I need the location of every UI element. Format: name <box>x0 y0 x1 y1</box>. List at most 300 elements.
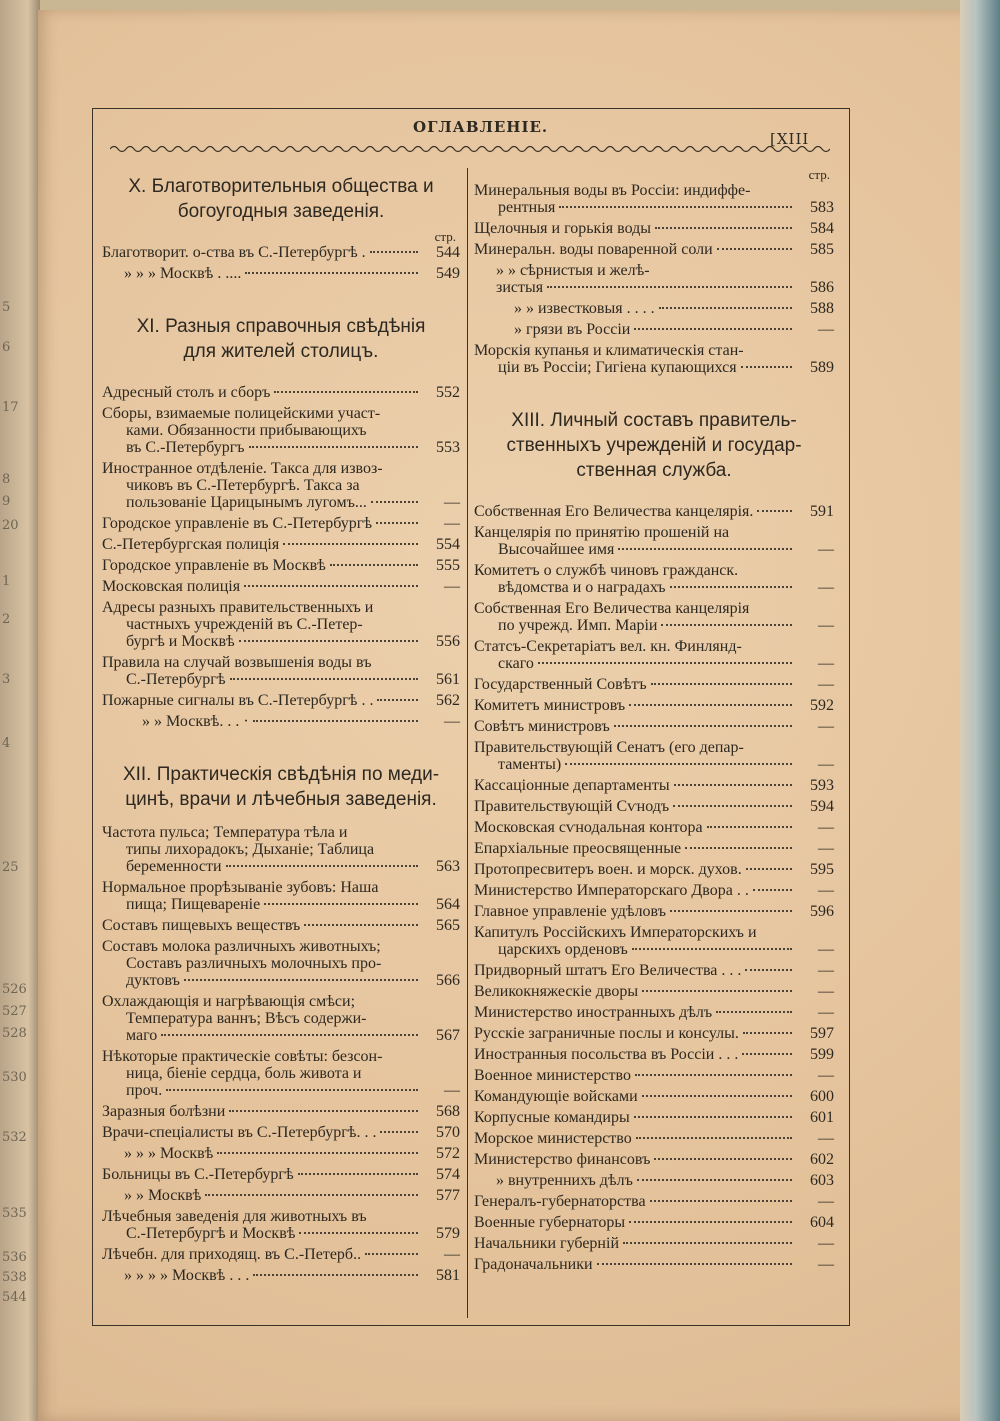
entry-text: Высочайшее имя <box>498 541 615 558</box>
entry-text: » » сѣрнистыя и желѣ- <box>496 262 650 279</box>
dot-leader <box>253 1274 418 1276</box>
toc-entry[interactable] <box>474 861 834 878</box>
dot-leader <box>743 1032 792 1034</box>
toc-entry[interactable] <box>474 840 834 857</box>
dot-leader <box>614 725 792 727</box>
entry-page-number: — <box>818 1193 834 1210</box>
toc-entry[interactable] <box>474 777 834 794</box>
dot-leader <box>298 1173 418 1175</box>
entry-page-number: — <box>818 819 834 836</box>
dot-leader <box>166 1089 418 1091</box>
dot-leader <box>249 446 418 448</box>
toc-entry[interactable] <box>474 600 834 634</box>
toc-entry[interactable] <box>474 262 834 296</box>
dot-leader <box>376 522 418 524</box>
heading-line: X. Благотворительныя общества и <box>128 176 434 197</box>
dot-leader <box>746 868 792 870</box>
toc-entry[interactable] <box>102 536 460 553</box>
dot-leader <box>597 1263 792 1265</box>
entry-text: Министерство финансовъ <box>474 1151 651 1168</box>
dot-leader <box>161 1034 418 1036</box>
entry-page-number: 572 <box>436 1145 460 1162</box>
entry-text: ціи въ Россіи; Гигіена купающихся <box>498 359 737 376</box>
entry-text: Иностранное отдѣленіе. Такса для извоз- <box>102 460 383 477</box>
margin-mark: 3 <box>2 672 11 687</box>
toc-entry[interactable] <box>474 819 834 836</box>
entry-page-number: — <box>818 321 834 338</box>
entry-text: ница, біеніе сердца, боль живота и <box>126 1065 362 1082</box>
entry-text: Придворный штатъ Его Величества . . . <box>474 962 742 979</box>
toc-entry[interactable] <box>474 1151 834 1168</box>
entry-page-number: 549 <box>436 265 460 282</box>
section-10-heading <box>106 174 456 224</box>
toc-entry[interactable] <box>474 1109 834 1126</box>
dot-leader <box>741 366 792 368</box>
entry-page-number: 564 <box>436 896 460 913</box>
entry-page-number: 584 <box>810 220 834 237</box>
entry-page-number: — <box>818 718 834 735</box>
dot-leader <box>253 720 418 722</box>
entry-page-number: — <box>818 840 834 857</box>
section-10-entries <box>102 244 460 282</box>
dot-leader <box>635 1074 792 1076</box>
toc-entry[interactable] <box>102 578 460 595</box>
toc-entry[interactable] <box>474 503 834 520</box>
dot-leader <box>283 543 418 545</box>
entry-text: Адресный столъ и сборъ <box>102 384 271 401</box>
heading-line: XI. Разныя справочныя свѣдѣнія <box>136 316 426 337</box>
entry-page-number: 581 <box>436 1267 460 1284</box>
toc-entry[interactable] <box>474 798 834 815</box>
dot-leader <box>217 1152 418 1154</box>
entry-text: Правительствующій Сенатъ (его депар- <box>474 739 744 756</box>
heading-line: XIII. Личный составъ правитель- <box>511 410 797 431</box>
entry-page-number: 554 <box>436 536 460 553</box>
margin-mark: 527 <box>2 1004 27 1019</box>
toc-entry[interactable] <box>102 993 460 1044</box>
toc-entry[interactable] <box>474 638 834 672</box>
dot-leader <box>716 1011 792 1013</box>
entry-page-number: — <box>818 579 834 596</box>
toc-entry[interactable] <box>102 384 460 401</box>
toc-entry[interactable] <box>474 1214 834 1231</box>
margin-mark: 528 <box>2 1026 27 1041</box>
toc-entry[interactable] <box>474 241 834 258</box>
toc-entry[interactable] <box>474 1235 834 1252</box>
entry-text: Военные губернаторы <box>474 1214 626 1231</box>
entry-text: Морское министерство <box>474 1130 632 1147</box>
dot-leader <box>377 699 418 701</box>
entry-text: » грязи въ Россіи <box>514 321 631 338</box>
entry-text: типы лихорадокъ; Дыханіе; Таблица <box>126 841 375 858</box>
dot-leader <box>673 805 792 807</box>
toc-entry[interactable] <box>102 713 460 730</box>
entry-text: ками. Обязанности прибывающихъ <box>126 422 367 439</box>
toc-entry[interactable] <box>102 1208 460 1242</box>
margin-mark: 2 <box>2 612 11 627</box>
dot-leader <box>659 307 792 309</box>
margin-mark: 8 <box>2 472 11 487</box>
entry-text: » » » » Москвѣ . . . <box>124 1267 250 1284</box>
toc-entry[interactable] <box>474 983 834 1000</box>
entry-text: Пожарные сигналы въ С.-Петербургѣ . . <box>102 692 374 709</box>
toc-entry[interactable] <box>102 460 460 511</box>
dot-leader <box>380 1131 418 1133</box>
toc-entry[interactable] <box>102 1267 460 1284</box>
dot-leader <box>650 1200 792 1202</box>
dot-leader <box>642 1095 792 1097</box>
entry-page-number: 566 <box>436 972 460 989</box>
entry-page-number: — <box>818 941 834 958</box>
column-divider <box>467 168 468 1318</box>
entry-text: рентныя <box>498 199 556 216</box>
entry-text: Правила на случай возвышенія воды въ <box>102 654 372 671</box>
entry-page-number: 593 <box>810 777 834 794</box>
entry-page-number: 601 <box>810 1109 834 1126</box>
dot-leader <box>745 969 792 971</box>
dot-leader <box>651 683 792 685</box>
entry-text: Минеральныя воды въ Россіи: индиффе- <box>474 182 751 199</box>
entry-page-number: 556 <box>436 633 460 650</box>
margin-mark: 538 <box>2 1270 27 1285</box>
toc-entry[interactable] <box>474 1172 834 1189</box>
section-12-entries <box>102 824 460 1284</box>
dot-leader <box>757 510 792 512</box>
toc-entry[interactable] <box>474 739 834 773</box>
entry-text: Московская полиція <box>102 578 241 595</box>
toc-entry[interactable] <box>474 524 834 558</box>
entry-text: Кассаціонные департаменты <box>474 777 670 794</box>
toc-entry[interactable] <box>474 882 834 899</box>
margin-mark: 1 <box>2 574 11 589</box>
entry-page-number: 563 <box>436 858 460 875</box>
entry-text: Температура ваннъ; Вѣсъ содержи- <box>126 1010 367 1027</box>
entry-text: Комитетъ о службѣ чиновъ гражданск. <box>474 562 739 579</box>
entry-text: Главное управленіе удѣловъ <box>474 903 666 920</box>
margin-mark: 532 <box>2 1130 27 1145</box>
wavy-rule <box>110 142 830 156</box>
dot-leader <box>565 763 792 765</box>
entry-page-number: 555 <box>436 557 460 574</box>
margin-mark: 25 <box>2 860 19 875</box>
entry-text: » » известковыя . . . . <box>514 300 655 317</box>
dot-leader <box>304 924 418 926</box>
entry-page-number: — <box>818 1067 834 1084</box>
entry-page-number: — <box>818 962 834 979</box>
page-column-label: стр. <box>808 167 830 182</box>
entry-text: Составъ молока различныхъ животныхъ; <box>102 938 381 955</box>
entry-page-number: 599 <box>810 1046 834 1063</box>
entry-text: Градоначальники <box>474 1256 593 1273</box>
heading-line: богоугодныя заведенія. <box>177 201 385 222</box>
toc-entry[interactable] <box>474 676 834 693</box>
toc-entry[interactable] <box>102 599 460 650</box>
toc-entry[interactable] <box>474 1193 834 1210</box>
toc-entry[interactable] <box>474 562 834 596</box>
entry-text: вѣдомства и о наградахъ <box>498 579 666 596</box>
entry-page-number: 565 <box>436 917 460 934</box>
facing-page-edge <box>0 0 40 1421</box>
toc-entry[interactable] <box>474 1256 834 1273</box>
entry-text: беременности <box>126 858 222 875</box>
page-number: [XIII <box>770 130 810 148</box>
margin-mark: 526 <box>2 982 27 997</box>
toc-entry[interactable] <box>474 321 834 338</box>
entry-text: Частота пульса; Температура тѣла и <box>102 824 348 841</box>
toc-entry[interactable] <box>102 1103 460 1120</box>
dot-leader <box>370 251 418 253</box>
heading-line: ственныхъ учрежденій и государ- <box>506 435 802 456</box>
toc-entry[interactable] <box>474 1067 834 1084</box>
entry-text: Нормальное прорѣзываніе зубовъ: Наша <box>102 879 379 896</box>
entry-page-number: 553 <box>436 439 460 456</box>
entry-text: проч. <box>126 1082 163 1099</box>
entry-text: Охлаждающія и нагрѣвающія смѣси; <box>102 993 356 1010</box>
dot-leader <box>670 910 792 912</box>
entry-page-number: 589 <box>810 359 834 376</box>
dot-leader <box>274 391 418 393</box>
entry-page-number: — <box>444 713 460 730</box>
entry-text: Врачи-спеціалисты въ С.-Петербургѣ. . . <box>102 1124 377 1141</box>
toc-entry[interactable] <box>474 903 834 920</box>
entry-text: Военное министерство <box>474 1067 631 1084</box>
entry-text: Начальники губерній <box>474 1235 619 1252</box>
entry-text: Корпусные командиры <box>474 1109 630 1126</box>
toc-entry[interactable] <box>102 1246 460 1263</box>
dot-leader <box>229 1110 418 1112</box>
margin-mark: 17 <box>2 400 19 415</box>
toc-entry[interactable] <box>102 1048 460 1099</box>
entry-text: Щелочныя и горькія воды <box>474 220 652 237</box>
entry-page-number: 600 <box>810 1088 834 1105</box>
entry-text: Морскія купанья и климатическія стан- <box>474 342 744 359</box>
margin-mark: 535 <box>2 1206 27 1221</box>
entry-page-number: — <box>444 494 460 511</box>
entry-text: Московская сѵнодальная контора <box>474 819 703 836</box>
dot-leader <box>636 1137 792 1139</box>
entry-page-number: — <box>444 1246 460 1263</box>
margin-mark: 9 <box>2 494 11 509</box>
dot-leader <box>299 1232 418 1234</box>
entry-page-number: 544 <box>436 244 460 261</box>
entry-page-number: 597 <box>810 1025 834 1042</box>
entry-text: Больницы въ С.-Петербургѣ <box>102 1166 294 1183</box>
entry-page-number: 596 <box>810 903 834 920</box>
dot-leader <box>547 286 792 288</box>
entry-page-number: 603 <box>810 1172 834 1189</box>
section-12-heading <box>106 762 456 812</box>
margin-mark: 4 <box>2 736 11 751</box>
toc-entry[interactable] <box>102 1187 460 1204</box>
entry-text: » внутреннихъ дѣлъ <box>496 1172 633 1189</box>
dot-leader <box>634 1116 792 1118</box>
toc-entry[interactable] <box>474 718 834 735</box>
toc-entry[interactable] <box>474 342 834 376</box>
entry-text: Собственная Его Величества канцелярія <box>474 600 750 617</box>
entry-page-number: — <box>444 1082 460 1099</box>
margin-mark: 5 <box>2 300 11 315</box>
entry-text: » » » Москвѣ . .... <box>124 265 242 282</box>
dot-leader <box>685 847 792 849</box>
dot-leader <box>661 624 792 626</box>
entry-page-number: — <box>818 1130 834 1147</box>
dot-leader <box>230 678 418 680</box>
entry-text: Собственная Его Величества канцелярія. <box>474 503 754 520</box>
entry-text: Протопресвитеръ воен. и морск. духов. <box>474 861 742 878</box>
section-13-entries <box>474 503 834 1273</box>
entry-text: Министерство Императорскаго Двора . . <box>474 882 749 899</box>
toc-entry[interactable] <box>102 654 460 688</box>
entry-text: Канцелярія по принятію прошеній на <box>474 524 730 541</box>
margin-mark: 536 <box>2 1250 27 1265</box>
toc-entry[interactable] <box>102 265 460 282</box>
toc-entry[interactable] <box>474 697 834 714</box>
dot-leader <box>642 990 792 992</box>
dot-leader <box>637 1179 792 1181</box>
dot-leader <box>674 784 792 786</box>
entry-page-number: 583 <box>810 199 834 216</box>
dot-leader <box>655 227 792 229</box>
section-13-heading <box>478 408 830 483</box>
entry-text: Сборы, взимаемые полицейскими участ- <box>102 405 381 422</box>
entry-page-number: — <box>818 756 834 773</box>
dot-leader <box>371 501 418 503</box>
toc-entry[interactable] <box>102 824 460 875</box>
toc-entry[interactable] <box>474 1130 834 1147</box>
entry-page-number: — <box>818 983 834 1000</box>
entry-text: » » » Москвѣ <box>124 1145 214 1162</box>
section-12-continued-entries <box>474 182 834 376</box>
entry-text: Лѣчебн. для приходящ. въ С.-Петерб.. <box>102 1246 362 1263</box>
entry-text: Статсъ-Секретаріатъ вел. кн. Финлянд- <box>474 638 742 655</box>
dot-leader <box>365 1253 418 1255</box>
toc-entry[interactable] <box>474 220 834 237</box>
entry-page-number: 577 <box>436 1187 460 1204</box>
dot-leader <box>184 979 418 981</box>
entry-page-number: 588 <box>810 300 834 317</box>
entry-page-number: — <box>818 1256 834 1273</box>
entry-text: царскихъ орденовъ <box>498 941 628 958</box>
dot-leader <box>717 248 792 250</box>
toc-entry[interactable] <box>102 405 460 456</box>
entry-page-number: 602 <box>810 1151 834 1168</box>
entry-text: Министерство иностранныхъ дѣлъ <box>474 1004 713 1021</box>
entry-text: бургѣ и Москвѣ <box>126 633 235 650</box>
entry-text: Нѣкоторые практическіе совѣты: безсон- <box>102 1048 383 1065</box>
toc-entry[interactable] <box>474 1046 834 1063</box>
toc-entry[interactable] <box>102 1145 460 1162</box>
toc-entry[interactable] <box>474 924 834 958</box>
left-column <box>102 168 460 1288</box>
heading-line: ственная служба. <box>576 460 732 481</box>
running-head: ОГЛАВЛЕНІЕ. <box>413 118 549 136</box>
dot-leader <box>205 1194 418 1196</box>
entry-page-number: — <box>444 515 460 532</box>
entry-page-number: — <box>818 882 834 899</box>
entry-text: Благотворит. о-ства въ С.-Петербургѣ . <box>102 244 366 261</box>
heading-line: цинѣ, врачи и лѣчебныя заведенія. <box>125 789 437 810</box>
toc-entry[interactable] <box>474 1025 834 1042</box>
right-column <box>474 168 834 1277</box>
page-column-label: стр. <box>434 229 456 244</box>
dot-leader <box>753 889 792 891</box>
entry-page-number: 568 <box>436 1103 460 1120</box>
dot-leader <box>226 865 418 867</box>
entry-text: С.-Петербургѣ <box>126 671 226 688</box>
dot-leader <box>618 548 792 550</box>
entry-page-number: — <box>818 617 834 634</box>
toc-entry[interactable] <box>474 182 834 216</box>
toc-entry[interactable] <box>102 879 460 913</box>
margin-mark: 20 <box>2 518 19 533</box>
entry-text: Генералъ-губернаторства <box>474 1193 646 1210</box>
entry-text: пользованіе Царицынымъ лугомъ... <box>126 494 367 511</box>
entry-page-number: — <box>818 655 834 672</box>
heading-line: для жителей столицъ. <box>183 341 379 362</box>
entry-page-number: — <box>444 578 460 595</box>
dot-leader <box>538 662 792 664</box>
entry-text: Русскіе заграничные послы и консулы. <box>474 1025 739 1042</box>
entry-text: Иностранныя посольства въ Россіи . . . <box>474 1046 739 1063</box>
entry-page-number: 562 <box>436 692 460 709</box>
entry-text: Комитетъ министровъ <box>474 697 626 714</box>
dot-leader <box>629 704 792 706</box>
entry-text: Капитулъ Россійскихъ Императорскихъ и <box>474 924 757 941</box>
entry-text: Городское управленіе въ Москвѣ <box>102 557 326 574</box>
entry-text: таменты) <box>498 756 562 773</box>
entry-text: Командующіе войсками <box>474 1088 638 1105</box>
toc-entry[interactable] <box>474 962 834 979</box>
toc-entry[interactable] <box>102 244 460 261</box>
entry-text: зистыя <box>496 279 544 296</box>
dot-leader <box>670 586 792 588</box>
toc-entry[interactable] <box>102 515 460 532</box>
entry-text: Правительствующій Сѵнодъ <box>474 798 670 815</box>
toc-entry[interactable] <box>102 917 460 934</box>
toc-entry[interactable] <box>102 1124 460 1141</box>
entry-text: дуктовъ <box>126 972 180 989</box>
entry-text: по учрежд. Имп. Маріи <box>498 617 658 634</box>
entry-text: С.-Петербургская полиція <box>102 536 280 553</box>
section-11-entries <box>102 384 460 730</box>
entry-text: С.-Петербургѣ и Москвѣ <box>126 1225 296 1242</box>
entry-text: чиковъ въ С.-Петербургѣ. Такса за <box>126 477 360 494</box>
entry-text: Городское управленіе въ С.-Петербургѣ <box>102 515 373 532</box>
toc-entry[interactable] <box>474 300 834 317</box>
entry-page-number: 552 <box>436 384 460 401</box>
entry-page-number: 561 <box>436 671 460 688</box>
toc-entry[interactable] <box>102 692 460 709</box>
margin-mark: 530 <box>2 1070 27 1085</box>
entry-text: Великокняжескіе дворы <box>474 983 639 1000</box>
dot-leader <box>559 206 792 208</box>
entry-text: Заразныя болѣзни <box>102 1103 226 1120</box>
dot-leader <box>245 272 418 274</box>
entry-text: частныхъ учрежденій въ С.-Петер- <box>126 616 363 633</box>
entry-page-number: 586 <box>810 279 834 296</box>
toc-entry[interactable] <box>102 938 460 989</box>
toc-entry[interactable] <box>102 557 460 574</box>
entry-page-number: 595 <box>810 861 834 878</box>
entry-text: Составъ пищевыхъ веществъ <box>102 917 301 934</box>
toc-entry[interactable] <box>474 1088 834 1105</box>
entry-page-number: — <box>818 541 834 558</box>
entry-text: » » Москвѣ <box>124 1187 202 1204</box>
toc-entry[interactable] <box>474 1004 834 1021</box>
toc-entry[interactable] <box>102 1166 460 1183</box>
entry-text: » » Москвѣ. . . · <box>142 713 249 730</box>
entry-text: Совѣтъ министровъ <box>474 718 610 735</box>
